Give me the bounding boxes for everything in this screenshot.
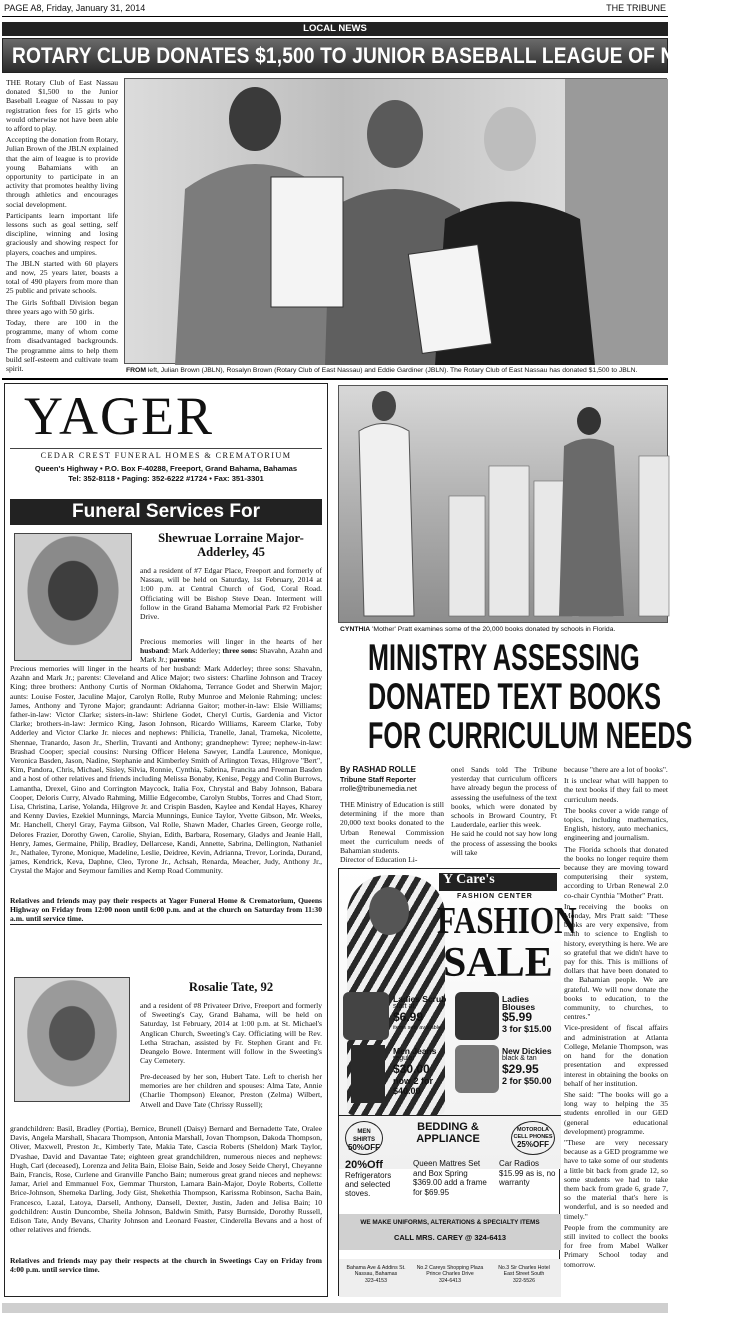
item-note: 2 for $50.00 [502,1076,552,1086]
item-name: New Dickies [502,1046,552,1056]
headline-line: DONATED TEXT BOOKS [368,676,662,717]
rotary-photo [124,78,667,364]
item-price: $30.00 [393,1062,430,1076]
men-shirts-badge [345,1121,383,1155]
byline: By RASHAD ROLLE [340,765,417,774]
obituary-body-2: grandchildren: Basil, Bradley (Portia), Bernice, Brunell (Daisy) Bernard and Bernadette Tate, Oralee Davis, Angela Marshall, Shacara Thompson, Antonia Marshall, Jovan Thompson, Dakoda Thompson, Oliver, Maxwell, Preston Jr., Kimberly Tate, Makia Tate, Cascia Roberts (Sheldon) Mark Taylor, D'vashae, David and Davantae Tate; eighteen great grandchildren, numerous nieces and nephews: Hugh, Carl (deceased), Lorenza and Jelita Bain, Eloise Bain, Seide and Josey Seide Cheryl, Cheyanne Bain, Francis, Rose, Curlene and Granville Pancho Bain; numerous great grand nieces and nephews: Jamar, Ariel and Emmanuel Fox, Gemmar Thurston, Lamara Bain-Major, Doyle Roberts, Collette Brice-Johnson, Shemeka Darling, Jody Gist, Shekethia Thompson, Karissma Robinson, Sacha Bain, Francesco, Lazal, Latoya, Darsell, Anthony, Dansell, Dexter, Justin, Jaden and Jelisa Bain; 10 godchildren: Austin Duncombe, Sheila Johnson, Baldwin Smith, Patsy Burnside, Dorothy Russell, Edison Tate, Andy Bevans, Charity Johnson and Leonard Feaster, Cinderella Bevans and a host of other relatives and friends. [10,1124,322,1235]
col1-para: THE Ministry of Education is still determining if the more than 20,000 text books donated to the Urban Renewal Commission meet the curriculum needs of Bahamian students. [340,800,444,856]
address-line: 323-4153 [365,1277,387,1284]
books-caption [340,626,668,633]
item-price: $5.99 [502,1010,533,1024]
badge-top: MOTOROLA CELL PHONES [513,1127,553,1140]
motorola-badge [511,1121,555,1155]
col2-para: He said he could not say how long the process of assessing the books will take [451,829,557,857]
dickies-image [455,1045,499,1093]
rotary-article [6,78,118,375]
col2-para: onel Sands told The Tribune yesterday that curriculum officers have already begun the process of assessing the usefulness of the text books, which were donated by schools in Broward Country, Ft Lauderdale, earlier this week. [451,765,557,830]
col3-para: It is unclear what will happen to the text books if they fail to meet curriculum needs. [564,776,668,804]
badge-off: 50%OFF [347,1143,380,1152]
item-ladies-blouses [502,995,560,1034]
paper-name: THE TRIBUNE [606,3,666,13]
item-line: regular [393,1055,415,1062]
badge-off: 25%OFF [516,1140,549,1149]
books-photo-scene [339,386,669,624]
col3-para: In receiving the books on Monday, Mrs Pratt said: "These books are very expensive, from math to science to English to history, everything is here. We are so grateful that we didn't have to pay for this. This is millions of dollars that have been donated to the Bahamian people. We are grateful. We will now donate the books to education, to the community, to churches, to centres." [564,901,668,1022]
store-address-2 [415,1265,485,1284]
col3-para: because "there are a lot of books". [564,765,668,774]
mattress-offer: Queen Mattres Set and Box Spring $369.00 add a frame for $69.95 [413,1159,487,1197]
col1-para: Director of Education Li- [340,855,418,865]
portrait-major-adderley [14,533,132,661]
item-note: 3 for $15.00 [502,1024,552,1034]
rotary-para: The JBLN started with 60 players and now, 25 years later, boasts a total of 490 players from more than 25 public and private schools. [6,258,118,296]
address-line: Nassau, Bahamas [354,1271,398,1278]
rotary-para: Today, there are 100 in the programme, many of whom come from disadvantaged backgrounds. The programme aims to help them build self-esteem and cultivate team spirit. [6,318,118,374]
ad-title-sale: SALE [443,940,553,986]
address-line: East Street South [503,1271,545,1278]
byline-role: Tribune Staff Reporter [340,775,416,784]
section-label: LOCAL NEWS [2,22,668,36]
model-head [369,887,409,935]
headline-line: FOR CURRICULUM NEEDS [368,715,693,756]
col3-para: The books cover a wide range of topics, including mathematics, English, history, auto mechanics, engineering and journalism. [564,805,668,843]
col3-para: "These are very necessary because as a GED programme we have to take some of our students a little bit back from grade 12, so some students we had to take them back from grade 6, grade 7, so the material that's here is wonderful, and is so needed and timely." [564,1137,668,1221]
ad-brand: Y Care's [443,872,495,887]
yager-phones: Tel: 352-8118 • Paging: 352-6222 #1724 • Fax: 351-3301 [68,474,264,483]
radio-offer: Car Radios $15.99 as is, no warranty [499,1159,556,1187]
item-line: black & tan [502,1055,537,1062]
blouse-image [455,992,499,1040]
jeans-image [351,1045,385,1103]
store-address-3 [489,1265,559,1284]
caption-lead: CYNTHIA [340,626,371,633]
address-line: No.3 Sir Charles Hotel [498,1265,550,1271]
uniforms-text: WE MAKE UNIFORMS, ALTERATIONS & SPECIALTY ITEMS [360,1219,540,1226]
rotary-para: The Girls Softball Division began three years ago with 50 girls. [6,297,118,316]
rotary-caption [126,367,666,375]
col3-para: People from the community are still invited to collect the books for free from Mabel Walker Primary School today and tomorrow. [564,1222,668,1269]
call-text: CALL MRS. CAREY @ 324-6413 [393,1233,507,1242]
headline-line: MINISTRY ASSESSING [368,637,640,678]
item-ladies-scrub [393,995,453,1032]
address-line: Bahama Ave & Addins St. [346,1265,406,1271]
deceased-name-2: Rosalie Tate, 92 [188,980,274,994]
address-line: 322-5526 [513,1277,535,1284]
store-address-1 [341,1265,411,1284]
ad-title-fashion: FASHION [437,900,577,942]
page-info: PAGE A8, Friday, January 31, 2014 [4,3,146,13]
caption-lead: FROM [126,367,147,374]
ministry-col2 [451,765,557,857]
bedding-heading: BEDDING & APPLIANCE [416,1121,480,1145]
item-price: $6.99 [393,1010,424,1024]
rotary-headline: ROTARY CLUB DONATES $1,500 TO JUNIOR BASEBALL LEAGUE OF NASSAU [12,43,742,68]
address-line: Prince Charles Drive [426,1271,474,1278]
yager-address: Queen's Highway • P.O. Box F-40288, Freeport, Grand Bahama, Bahamas [34,464,298,473]
rotary-para: THE Rotary Club of East Nassau donated $1,500 to the Junior Baseball League of Nassau to pay registration fees for 15 girls who would otherwise not have been able to afford to play. [6,78,118,134]
address-line: 324-6413 [439,1277,461,1284]
caption-text: 'Mother' Pratt examines some of the 20,000 books donated by schools in Florida. [372,626,616,633]
item-price: $29.95 [502,1062,539,1076]
ministry-headline [368,638,692,755]
obituary-body-1: Precious memories will linger in the hearts of her husband: Mark Adderley; three sons: Shavahn, Azahn and Mark Jr.; parents: Cleveland and Alice Major; two sisters: Charline Johnson and Tracey King; three brothers: Anthony Curtis of Norman Oklahoma, Terrance Godet and Sherwin Major; aunts: Louise Foster, Jaculine Major, Carolyn Rolle, Ruby Munroe and Melonie Rahming; uncles: James, Anthony and Tyrone Major; grandaunt: Adrianna Gaitor; mother-in-law: Elsie Williams; father-in-law: Victor Clarke; sisters-in-law: Shirlene Godet, Cheryl Curtis, Gardenia and Victor Clarke; brothers-in-law: Jermico King, Jason Johnson, Ricardo Williams, Kareem Clarke, Toby Adderley and Victor Clarke Jr. nieces and nephews: Philicia, Tranelle, Janal, Trameka, Nicolette, Shennae, Tranardo, Jason Jr., Sherlin, Travanti and Anthony; grandnephew: Tyree; nephew-in-law: Brashad Cooper; special cousins: Nursing Officer Helena Sawyer, Landfa Laurence, Monique, Veronica Basden, Jason, Nadine, Stephanie and Kimberley Smith of Arlington Texas, Hilgrove "Bert", Kim, Pandora, Chris, Michael, Sisley, Silvia, Ronnie, Cynthia, Sabrina, Francita and Freeman Basden and a host of other relatives and friends including Melissa Bonaby, Kenise, Peggy and Colin Burrows, Lamantha, Drexel, Gino and Corrington Maycock, Italia Fox, Chrystal and Baby Johnson, Babara Cooper, Deloris Curry, Alvado Rahming, Millie Edgecombe, Carolyn Stubbs, Torres and Chad Storr, Lisa, Christina, Larise, Yolanda, Hilgrove Jr. and Crispin Basden, Kaylee and Kendal Hayes, Kharey and Kenny Davies, Ezekiel Munnings, Marcia Munnings, Eunice Taylor, Yvette Gibson, Mr. Weeks, Mr. Hanchell, Cheryl Gray, Fayma Gibson, Val Rolle, Shawn Mader, Charles Green, George rolle, Delores Frazier, Dorothy Gwen, Carolie, Shyian, Edith, Barbara, Rosemary, Gladys and Jeanie Hall, Henry, James, Germaine, Philip, Bradley, Dellarcese, Kandi, Annette, Sabrina, Dellington, Nathaniel Jr., Nathalee, Tyrone, Monique, Madeline, Leslie, Deidree, Kevin, Adrianna, Trevor, Lorinda, Durand, james, Kendrick, Keva, Daphne, Cleo, Tyrone Jr., Achsah, Renarda, Meacher, Judy, Anthony Jr., Crystal the Major and Seymour families and Kemp Road Community. [10,664,322,876]
ycares-ad [338,868,577,1296]
fridge-pct: 20%Off [345,1159,383,1171]
item-name: Men Jeans [393,1046,437,1056]
item-new-dickies [502,1047,560,1086]
yager-logo: YAGER [24,386,215,446]
respects-1: Relatives and friends may pay their respects at Yager Funeral Home & Crematorium, Queens Highway on Friday from 12:00 noon until 6:00 p.m. and at the church on Saturday from 11:30 a.m. until service time. [10,896,322,924]
service-details-1: and a resident of #7 Edgar Place, Freeport and formerly of Nassau, will be held on Saturday, 1st February, 2014 at 1:00 p.m. at Central Church of God, Coral Road. Officiating will be Bishop Steve Dean. Interment will follow in the Grand Bahama Memorial Park #2 Frobisher Drive. [140,566,322,622]
fridge-offer [345,1159,405,1198]
portrait-rosalie-tate [14,977,130,1102]
fridge-text: Refrigerators and selected stoves. [345,1171,392,1198]
ministry-col1 [340,800,444,864]
byline-email: rrolle@tribunemedia.net [340,784,417,793]
books-photo [338,385,668,623]
col3-para: Vice-president of fiscal affairs and administration at Atlanta College, Melanie Thompson, was on hand for the donation presentation and expressed interest in obtaining the books on behalf of her institution. [564,1023,668,1088]
predeceased-2: Pre-deceased by her son, Hubert Tate. Left to cherish her memories are her children and spouses: Alma Tate, Annie (Charlie Thompson) Eleanor, Preston (Zelma) Wilbert, Atwell and Dave Tate (Chrissy Russell); [140,1072,322,1109]
ministry-col3 [564,765,668,1295]
service-details-2: and a resident of #8 Privateer Drive, Freeport and formerly of Sweeting's Cay, Grand Bahama, will be held on Saturday, 1st February, 2014 at 1:00 p.m. at St. Michael's Anglican Church, Sweeting's Cay. Officiating will be Rev. Letha Strachan, assisted by Fr. Stephen Grant and Fr. Deangelo Bowe. Interment will follow in the Sweeting's Cay Cemetery. [140,1001,322,1066]
item-men-jeans [393,1047,453,1096]
badge-top: MEN SHIRTS [352,1129,375,1143]
memories-lead-1: Precious memories will linger in the hearts of her husband: Mark Adderley; three sons: Shavahn, Azahn and Mark Jr.; parents: [140,637,322,665]
item-name: Ladies Blouses [502,994,536,1012]
respects-2: Relatives and friends may pay their respects at the church in Sweetings Cay on Friday from 4:00 p.m. until service time. [10,1256,322,1275]
rotary-photo-people [125,79,668,365]
yager-subtitle: CEDAR CREST FUNERAL HOMES & CREMATORIUM [40,451,292,460]
scrub-image [343,992,389,1040]
funeral-banner: Funeral Services For [10,499,322,525]
rotary-para: Accepting the donation from Rotary, Julian Brown of the JBLN explained that the aim of league is to provide young Bahamians with an opportunity to participate in an activity that promotes healthy living through athletics and encourages social development. [6,135,118,209]
item-line: start at [393,1003,415,1010]
item-name: Ladies Scrub [393,994,447,1004]
col3-para: The Florida schools that donated the books no longer require them because they are moving toward computerising their system, according to Urban Renewal 2.0 co-chair Cynthia "Mother" Pratt. [564,844,668,900]
caption-text: left, Julian Brown (JBLN), Rosalyn Brown (Rotary Club of East Nassau) and Eddie Gardiner (JBLN). The Rotary Club of East Nassau has donated $1,500 to JBLN. [147,367,638,374]
item-note: items sets available [393,1025,441,1031]
deceased-name-1: Shewruae Lorraine Major-Adderley, 45 [158,531,304,559]
rotary-para: Participants learn important life lessons such as goal setting, self discipline, winning and losing graciously and showing respect for players, coaches and umpires. [6,210,118,257]
col3-para: She said: "The books will go a long way to helping the 35 students enrolled in our GED (general educational development) programme. [564,1089,668,1136]
ad-brand-sub: FASHION CENTER [457,893,533,900]
address-line: No.2 Careys Shopping Plaza [416,1265,484,1271]
item-note: now 2 for $40.00 [393,1076,433,1096]
